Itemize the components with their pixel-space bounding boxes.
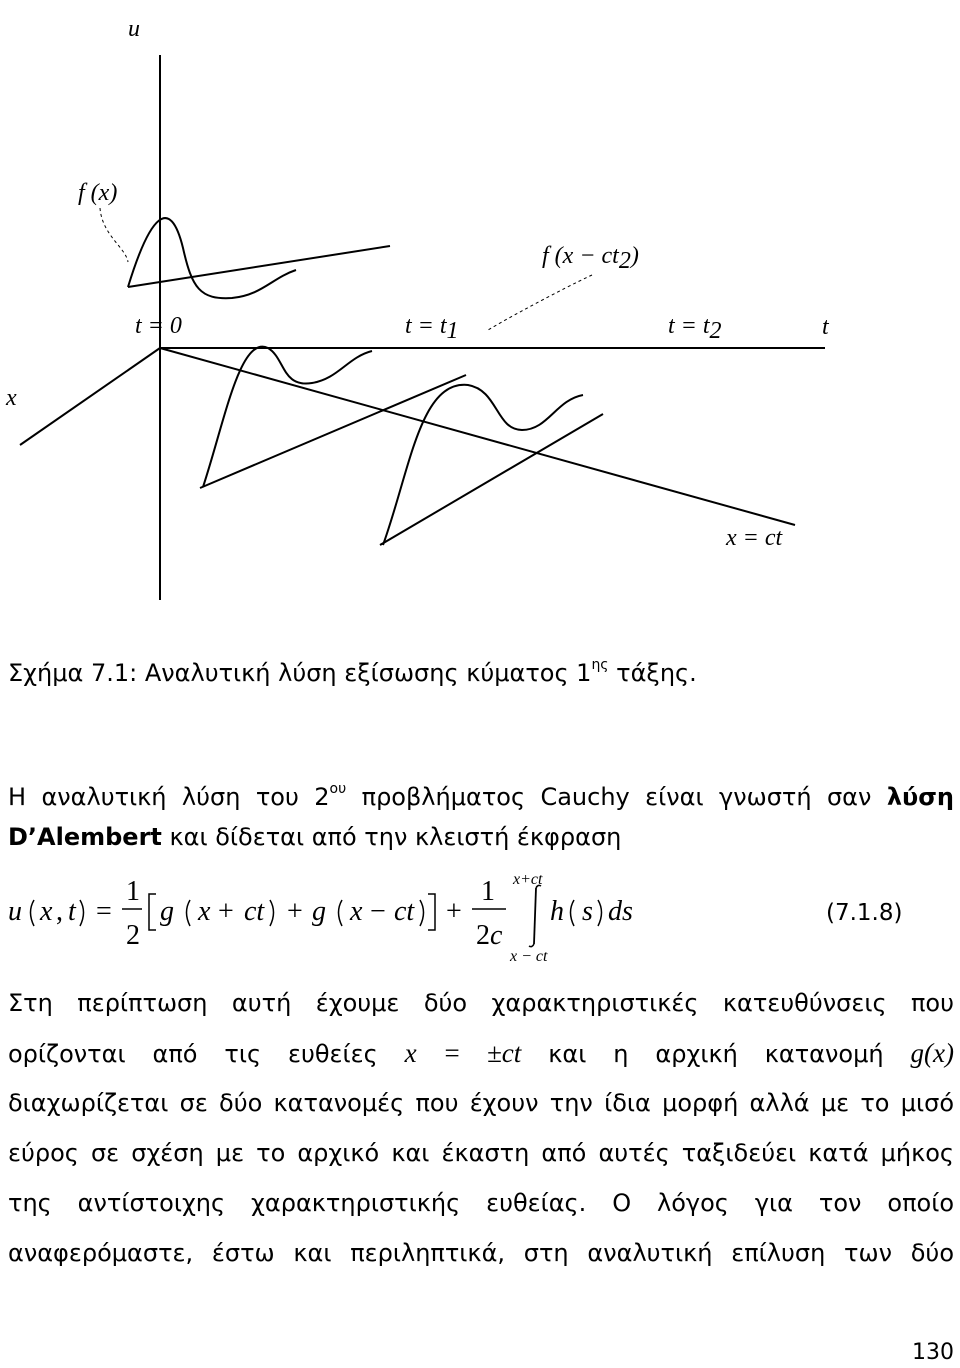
svg-text:+: + (446, 896, 462, 927)
wave-figure (0, 0, 960, 600)
svg-text:x − ct: x − ct (510, 948, 548, 965)
t2-label: t = t2 (668, 313, 722, 344)
svg-text:x+ct: x+ct (513, 871, 543, 888)
t1-label: t = t1 (405, 313, 459, 344)
svg-text:1: 1 (126, 876, 140, 907)
x-axis (20, 348, 160, 445)
wave-profile-t0 (128, 218, 296, 298)
intro-paragraph: Η αναλυτική λύση του $2^{o\upsilon}$ προβλήματος Cauchy είναι γνωστή σαν λύση D’Alembert και δίδεται από την κλειστή έκφραση (8, 781, 954, 851)
svg-text:x: x (198, 896, 211, 927)
svg-text:h: h (550, 896, 564, 927)
svg-text:g: g (312, 896, 326, 927)
profile-base-t0 (128, 246, 390, 287)
svg-text:ct: ct (394, 896, 415, 927)
t0-label: t = 0 (135, 313, 182, 339)
svg-text:u: u (8, 896, 22, 927)
svg-text:x: x (40, 896, 53, 927)
equation-number: (7.1.8) (826, 900, 903, 926)
u-label: u (128, 16, 140, 42)
page-number: 130 (912, 1340, 954, 1365)
svg-text:,: , (56, 896, 63, 927)
profile-base-t1 (200, 375, 466, 488)
t-label: t (822, 314, 829, 340)
figure-caption: Σχήμα 7.1: Αναλυτική λύση εξίσωσης κύματος $1^{\eta\varsigma}$ τάξης. (8, 657, 697, 687)
svg-text:g: g (160, 896, 174, 927)
wave-profile-t2 (383, 385, 583, 545)
fxct2-label: f (x − ct2) (542, 243, 639, 274)
svg-text:c: c (490, 920, 503, 951)
dalembert-equation (0, 862, 960, 972)
profile-base-t2 (380, 414, 603, 545)
svg-text:s: s (582, 896, 593, 927)
svg-text:+: + (218, 896, 234, 927)
svg-text:x: x (350, 896, 363, 927)
leader-fx (100, 208, 128, 262)
svg-text:1: 1 (481, 876, 495, 907)
svg-text:=: = (96, 896, 112, 927)
svg-text:ct: ct (244, 896, 265, 927)
x-label: x (6, 385, 17, 411)
svg-text:t: t (68, 896, 76, 927)
svg-text:+: + (287, 896, 303, 927)
svg-text:2: 2 (126, 920, 140, 951)
leader-fxct2 (488, 275, 592, 330)
svg-text:ds: ds (608, 896, 633, 927)
fx-label: f (x) (78, 180, 118, 206)
body-paragraph: Στη περίπτωση αυτή έχουμε δύο χαρακτηριστικές κατευθύνσεις που ορίζονται από τις ευθείες x = ±ct και η αρχική κατανομή g(x) διαχωρίζεται σε δύο κατανομές που έχουν την ίδια μορφή αλλά με το μισό εύρος σε σχέση με το αρχικό και έκαστη από αυτές ταξιδεύει κατά μήκος της αντίστοιχης χαρακτηριστικής ευθείας. Ο λόγος για τον οποίο αναφερόμαστε, έστω και περιληπτικά, στη αναλυτική επίλυση των δύο (8, 989, 954, 1267)
svg-text:−: − (370, 896, 386, 927)
xct-label: x = ct (726, 525, 783, 551)
characteristic-line (160, 348, 795, 525)
svg-text:2: 2 (476, 920, 490, 951)
